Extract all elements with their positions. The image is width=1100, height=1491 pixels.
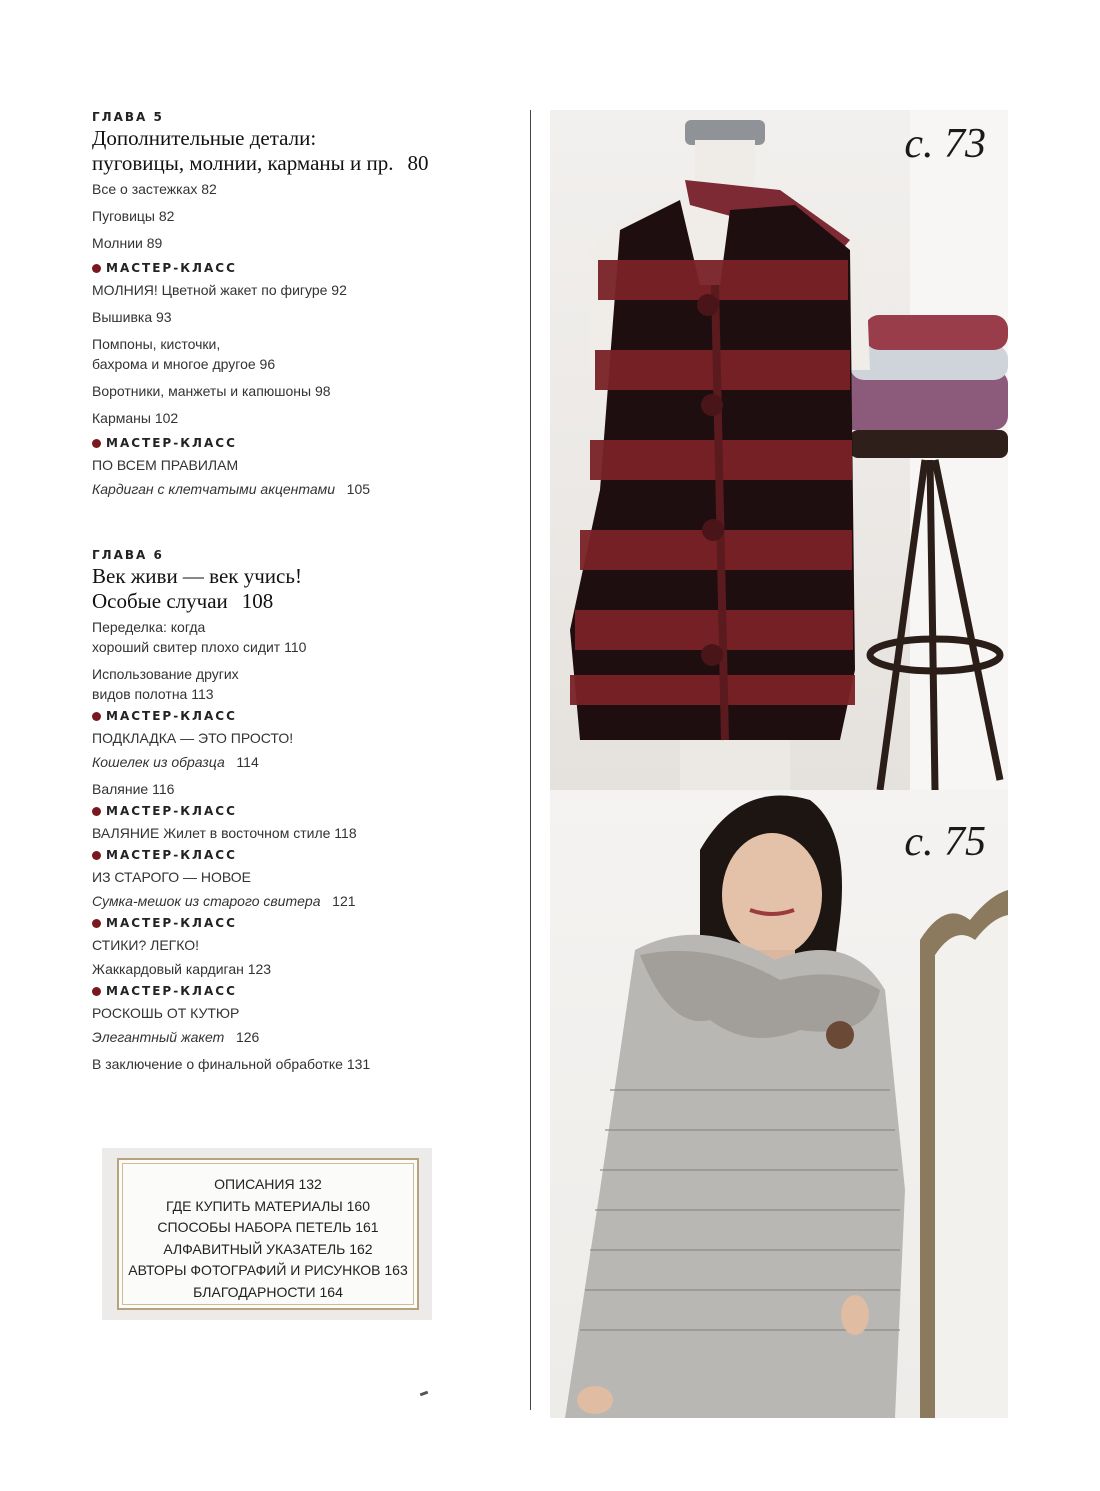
vest-photo: [550, 110, 1008, 790]
appendix-item[interactable]: ОПИСАНИЯ 132: [214, 1176, 322, 1192]
chapter5-section: [92, 110, 512, 507]
toc-entry-final[interactable]: В заключение о финальной обработке 131: [92, 1056, 371, 1072]
sweater-illustration: [550, 790, 1008, 1418]
chapter5-label: ГЛАВА 5: [92, 110, 164, 124]
chapter6-title-line1: Век живи — век учись!: [92, 564, 302, 588]
toc-entry-collars[interactable]: Воротники, манжеты и капюшоны 98: [92, 383, 331, 399]
master-class-badge: МАСТЕР-КЛАСС: [92, 916, 512, 930]
appendix-item[interactable]: ГДЕ КУПИТЬ МАТЕРИАЛЫ 160: [166, 1197, 370, 1214]
master-class-badge: МАСТЕР-КЛАСС: [92, 984, 512, 998]
appendix-item[interactable]: АЛФАВИТНЫЙ УКАЗАТЕЛЬ 162: [163, 1240, 373, 1257]
toc-entry-pompoms-line2[interactable]: бахрома и многое другое 96: [92, 356, 276, 372]
toc-entry-fabrics-line2[interactable]: видов полотна 113: [92, 686, 214, 702]
appendix-box-shadow: [102, 1148, 432, 1320]
bullet-dot-icon: [92, 807, 101, 816]
brooch-icon: [826, 1021, 854, 1049]
column-divider: [530, 110, 531, 1410]
chapter6-title: [92, 564, 512, 614]
chapter6-label: ГЛАВА 6: [92, 548, 164, 562]
toc-entry-steeks-heading[interactable]: СТИКИ? ЛЕГКО!: [92, 937, 200, 953]
appendix-item[interactable]: БЛАГОДАРНОСТИ 164: [193, 1283, 343, 1300]
chapter5-title-line1: Дополнительные детали:: [92, 126, 317, 150]
toc-entry-oriental-vest[interactable]: ВАЛЯНИЕ Жилет в восточном стиле 118: [92, 825, 357, 841]
appendix-box-inner: [122, 1163, 414, 1305]
toc-entry-rules-heading[interactable]: ПО ВСЕМ ПРАВИЛАМ: [92, 457, 239, 473]
chapter6-section: [92, 548, 512, 1082]
vest-illustration: [550, 110, 1008, 790]
toc-entry-remake-line2[interactable]: хороший свитер плохо сидит 110: [92, 639, 307, 655]
sweater-photo: [550, 790, 1008, 1418]
bullet-dot-icon: [92, 264, 101, 273]
toc-entry-bag[interactable]: Сумка-мешок из старого свитера 121: [92, 893, 356, 909]
toc-entry-purse[interactable]: Кошелек из образца 114: [92, 754, 259, 770]
master-class-badge: МАСТЕР-КЛАСС: [92, 848, 512, 862]
bullet-dot-icon: [92, 919, 101, 928]
chapter5-title-page: 80: [407, 151, 429, 175]
toc-entry-zippers[interactable]: Молнии 89: [92, 235, 163, 251]
master-class-badge: МАСТЕР-КЛАСС: [92, 709, 512, 723]
chapter6-title-page: 108: [241, 589, 274, 613]
toc-entry-couture-heading[interactable]: РОСКОШЬ ОТ КУТЮР: [92, 1005, 240, 1021]
master-class-badge: МАСТЕР-КЛАСС: [92, 804, 512, 818]
toc-entry-remake-line1[interactable]: Переделка: когда: [92, 619, 206, 635]
toc-entry-fabrics-line1[interactable]: Использование других: [92, 666, 239, 682]
toc-entry-elegant-jacket[interactable]: Элегантный жакет 126: [92, 1029, 260, 1045]
page-ref-73: с. 73: [904, 121, 986, 167]
appendix-item[interactable]: СПОСОБЫ НАБОРА ПЕТЕЛЬ 161: [157, 1219, 379, 1235]
bullet-dot-icon: [92, 439, 101, 448]
toc-entry-jacquard[interactable]: Жаккардовый кардиган 123: [92, 961, 272, 977]
appendix-box: [117, 1158, 419, 1310]
toc-entry-fasteners[interactable]: Все о застежках 82: [92, 181, 217, 197]
toc-entry-pompoms-line1[interactable]: Помпоны, кисточки,: [92, 336, 221, 352]
chapter5-title-line2: пуговицы, молнии, карманы и пр.: [92, 151, 394, 175]
master-class-badge: МАСТЕР-КЛАСС: [92, 436, 512, 450]
toc-entry-cardigan[interactable]: Кардиган с клетчатыми акцентами 105: [92, 481, 371, 497]
page-ref-75: с. 75: [904, 819, 986, 865]
toc-entry-old-new-heading[interactable]: ИЗ СТАРОГО — НОВОЕ: [92, 869, 251, 885]
toc-entry-buttons[interactable]: Пуговицы 82: [92, 208, 175, 224]
bullet-dot-icon: [92, 851, 101, 860]
toc-entry-felting[interactable]: Валяние 116: [92, 781, 175, 797]
toc-entry-pockets[interactable]: Карманы 102: [92, 410, 179, 426]
appendix-item[interactable]: АВТОРЫ ФОТОГРАФИЙ И РИСУНКОВ 163: [128, 1262, 408, 1278]
bullet-dot-icon: [92, 712, 101, 721]
toc-entry-zipper-jacket[interactable]: МОЛНИЯ! Цветной жакет по фигуре 92: [92, 282, 347, 298]
bullet-dot-icon: [92, 987, 101, 996]
print-speck: [420, 1391, 429, 1397]
toc-entry-embroidery[interactable]: Вышивка 93: [92, 309, 172, 325]
toc-entry-lining-heading[interactable]: ПОДКЛАДКА — ЭТО ПРОСТО!: [92, 730, 294, 746]
chapter5-title: [92, 126, 512, 176]
chapter6-title-line2: Особые случаи: [92, 589, 228, 613]
master-class-badge: МАСТЕР-КЛАСС: [92, 261, 512, 275]
